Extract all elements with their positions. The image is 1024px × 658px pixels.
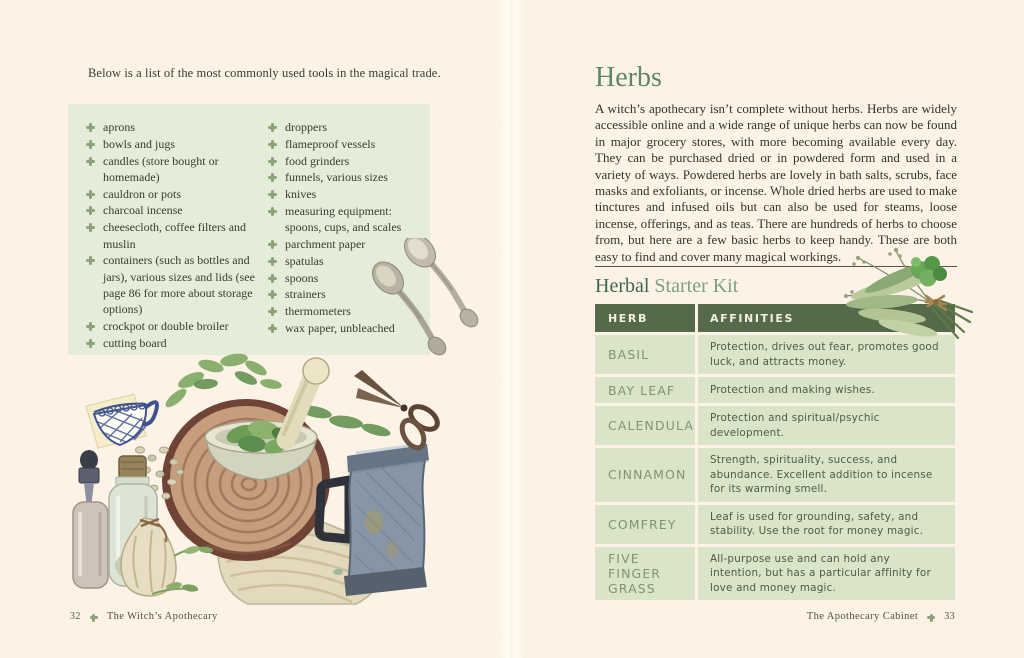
herb-affinity: All-purpose use and can hold any intention, but has a particular affinity for love and money magic. — [710, 552, 931, 594]
herb-name: BASIL — [608, 347, 650, 362]
list-item — [86, 335, 268, 351]
herb-affinity: Strength, spirituality, success, and abundance. Excellent addition to incense for its warming smell. — [710, 454, 933, 495]
list-item — [268, 186, 428, 202]
list-item — [268, 169, 428, 185]
tool-label: cheesecloth, coffee filters and muslin — [103, 220, 247, 251]
tool-label: thermometers — [285, 304, 351, 319]
tool-label: funnels, various sizes — [285, 170, 388, 185]
herb-name: CINNAMON — [608, 467, 687, 483]
table-row — [595, 406, 955, 445]
tool-label: bowls and jugs — [103, 136, 175, 151]
apothecary-still-life-illustration — [56, 350, 484, 608]
cross-bullet-icon — [86, 256, 95, 265]
herb-bouquet-illustration — [830, 244, 974, 344]
tool-label: spatulas — [285, 253, 324, 268]
page-number: 32 — [70, 611, 81, 622]
cross-bullet-icon — [268, 257, 277, 266]
cross-ornament-icon — [90, 614, 98, 622]
cross-bullet-icon — [268, 173, 277, 182]
tool-label: wax paper, unbleached — [285, 321, 395, 336]
list-item — [86, 252, 268, 317]
column-header-label: AFFINITIES — [710, 311, 794, 325]
tool-label: crockpot or double broiler — [103, 319, 229, 334]
tools-column-left — [86, 119, 268, 355]
tool-label: strainers — [285, 287, 326, 302]
cross-bullet-icon — [86, 339, 95, 348]
right-page-footer — [807, 611, 955, 622]
cross-bullet-icon — [268, 307, 277, 316]
cross-bullet-icon — [268, 207, 277, 216]
right-page — [512, 0, 1024, 658]
tool-label: containers (such as bottles and jars), various sizes and lids (see page 86 for more about storage options) — [103, 253, 255, 317]
silver-spoons-illustration — [360, 238, 482, 360]
tool-label: parchment paper — [285, 237, 366, 252]
left-page-footer — [70, 611, 218, 622]
cross-bullet-icon — [268, 274, 277, 283]
herbal-starter-kit-table — [595, 304, 955, 603]
tool-label: food grinders — [285, 153, 350, 168]
cross-bullet-icon — [86, 140, 95, 149]
heading-word-secondary: Starter Kit — [649, 275, 739, 297]
cross-bullet-icon — [86, 322, 95, 331]
cross-bullet-icon — [86, 157, 95, 166]
page-number: 33 — [944, 611, 955, 622]
list-item — [86, 318, 268, 334]
cross-bullet-icon — [268, 290, 277, 299]
tool-label: knives — [285, 187, 317, 202]
list-item — [86, 119, 268, 135]
cross-bullet-icon — [86, 206, 95, 215]
tool-label: aprons — [103, 120, 135, 134]
table-row — [595, 547, 955, 601]
cross-bullet-icon — [268, 123, 277, 132]
tool-label: droppers — [285, 120, 327, 134]
cross-bullet-icon — [268, 240, 277, 249]
heading-word-primary: Herbal — [595, 275, 650, 297]
list-item — [86, 202, 268, 218]
tool-label: flameproof vessels — [285, 136, 376, 151]
tool-label: candles (store bought or homemade) — [103, 153, 219, 184]
herb-name: BAY LEAF — [608, 382, 676, 398]
list-item — [86, 136, 268, 152]
cross-bullet-icon — [86, 123, 95, 132]
cross-bullet-icon — [268, 190, 277, 199]
book-gutter — [500, 0, 524, 658]
column-header-label: HERB — [608, 311, 648, 325]
tool-label: cauldron or pots — [103, 186, 181, 201]
list-item — [268, 153, 428, 169]
list-item — [86, 186, 268, 202]
herb-affinity: Protection and making wishes. — [710, 383, 875, 396]
table-row — [595, 377, 955, 403]
cross-bullet-icon — [268, 324, 277, 333]
tools-intro-text: Below is a list of the most commonly used tools in the magical trade. — [88, 66, 441, 80]
herb-name: FIVE FINGER GRASS — [608, 550, 662, 596]
cross-bullet-icon — [268, 157, 277, 166]
chapter-section-title: Herbs — [595, 62, 662, 93]
herbs-intro-paragraph: A witch’s apothecary isn’t complete without herbs. Herbs are widely accessible online and a wide range of unique herbs can now be found in major grocery stores, with more becoming available every day. They can be purchased dried or in powdered form and used in a variety of ways. Powdered herbs are lovely in bath salts, scrubs, face masks and exfoliants, or incense. Whole dried herbs are used to make tinctures and infused oils but can also be used for steams, loose incense, offerings, and as teas. There are hundreds of herbs to choose from, but here are a few basic herbs to keep handy. These are both easy to find and cover many magical workings. — [595, 101, 957, 264]
list-item — [268, 119, 428, 135]
list-item — [268, 136, 428, 152]
table-row — [595, 448, 955, 502]
herbal-starter-kit-heading — [595, 275, 738, 298]
cross-bullet-icon — [86, 190, 95, 199]
list-item — [86, 153, 268, 186]
tool-label: spoons — [285, 270, 319, 285]
list-item — [268, 203, 428, 236]
cross-bullet-icon — [86, 223, 95, 232]
herb-name: CALENDULA — [608, 418, 694, 433]
herb-affinity: Protection, drives out fear, promotes good luck, and attracts money. — [710, 341, 939, 368]
book-title: The Witch’s Apothecary — [106, 611, 218, 622]
cross-ornament-icon — [927, 614, 935, 622]
herb-name: COMFREY — [608, 516, 677, 532]
table-row — [595, 505, 955, 544]
cross-bullet-icon — [268, 140, 277, 149]
tool-label: measuring equipment: spoons, cups, and scales — [285, 203, 402, 235]
herb-affinity: Protection and spiritual/psychic development. — [710, 412, 880, 439]
tool-label: cutting board — [103, 335, 167, 350]
chapter-title: The Apothecary Cabinet — [806, 611, 919, 622]
herb-affinity: Leaf is used for grounding, safety, and stability. Use the root for money magic. — [710, 510, 924, 537]
tool-label: charcoal incense — [103, 203, 183, 218]
herb-column-header — [595, 304, 695, 332]
list-item — [86, 219, 268, 252]
